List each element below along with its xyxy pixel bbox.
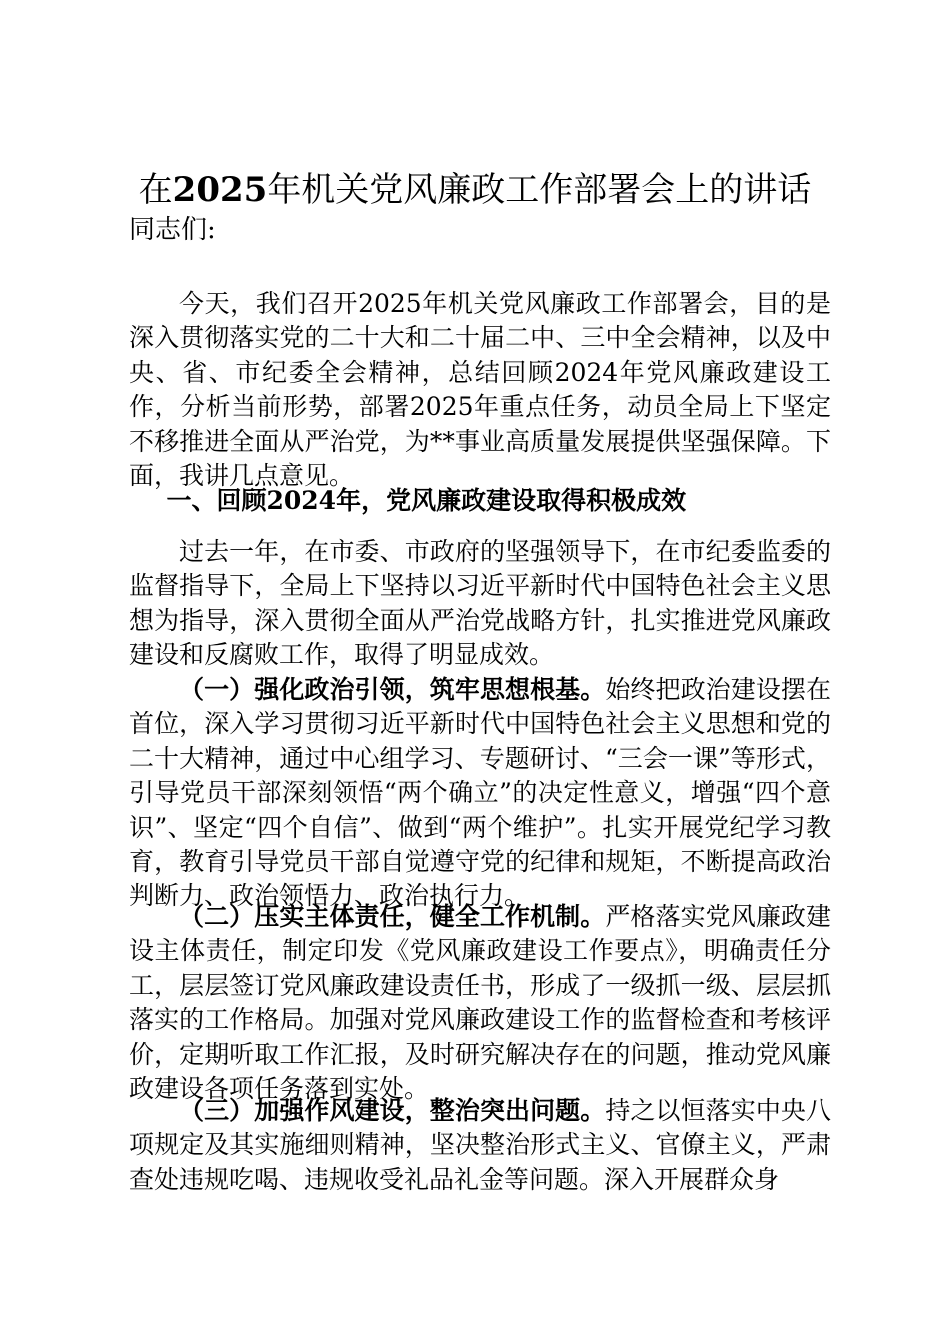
intro-paragraph: 今天，我们召开2025年机关党风廉政工作部署会，目的是深入贯彻落实党的二十大和二十届二中、三中全会精神，以及中央、省、市纪委全会精神，总结回顾2024年党风廉政建设工作，分析当前形势，部署2025年重点任务，动员全局上下坚定不移推进全面从严治党，为**事业高质量发展提供坚强保障。下面，我讲几点意见。: [129, 289, 831, 491]
item-body-3: 持之以恒落实中央八项规定及其实施细则精神，坚决整治形式主义、官僚主义，严肃查处违规吃喝、违规收受礼品礼金等问题。深入开展群众身: [129, 1096, 831, 1194]
item-body-2: 严格落实党风廉政建设主体责任，制定印发《党风廉政建设工作要点》，明确责任分工，层层签订党风廉政建设责任书，形成了一级抓一级、层层抓落实的工作格局。加强对党风廉政建设工作的监督检查和考核评价，定期听取工作汇报，及时研究解决存在的问题，推动党风廉政建设各项任务落到实处。: [129, 902, 831, 1104]
title-prefix: 在: [138, 170, 173, 210]
title-suffix: 年机关党风廉政工作部署会上的讲话: [267, 170, 812, 210]
item-heading-1: （一）强化政治引领，筑牢思想根基。: [179, 675, 606, 704]
item-paragraph-2: [129, 900, 831, 1106]
section-overview-paragraph: 过去一年，在市委、市政府的坚强领导下，在市纪委监委的监督指导下，全局上下坚持以习近平新时代中国特色社会主义思想为指导，深入贯彻全面从严治党战略方针，扎实推进党风廉政建设和反腐败工作，取得了明显成效。: [129, 537, 831, 670]
item-heading-3: （三）加强作风建设，整治突出问题。: [179, 1096, 606, 1125]
document-title: [0, 166, 950, 214]
item-heading-2: （二）压实主体责任，健全工作机制。: [179, 902, 606, 931]
item-body-1: 始终把政治建设摆在首位，深入学习贯彻习近平新时代中国特色社会主义思想和党的二十大精神，通过中心组学习、专题研讨、“三会一课”等形式，引导党员干部深刻领悟“两个确立”的决定性意义，增强“四个意识”、坚定“四个自信”、做到“两个维护”。扎实开展党纪学习教育，教育引导党员干部自觉遵守党的纪律和规矩，不断提高政治判断力、政治领悟力、政治执行力。: [129, 675, 831, 911]
title-year: 2025: [172, 170, 268, 210]
section-heading: 一、回顾2024年，党风廉政建设取得积极成效: [166, 486, 687, 515]
item-paragraph-3: [129, 1094, 831, 1197]
salutation: 同志们:: [129, 215, 216, 245]
item-paragraph-1: [129, 673, 831, 914]
